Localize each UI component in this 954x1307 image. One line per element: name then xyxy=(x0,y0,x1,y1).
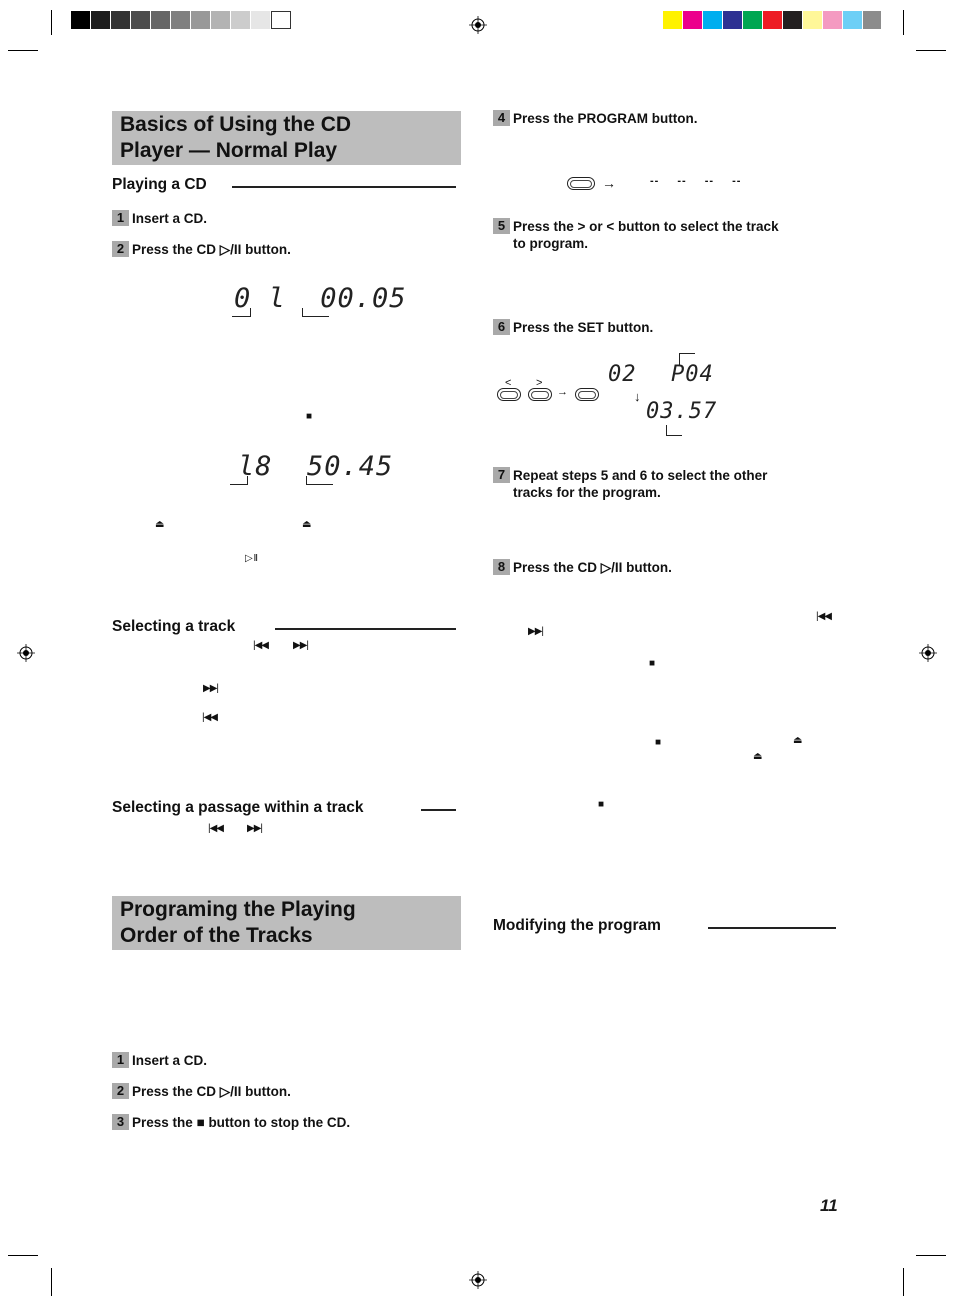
heading-rule xyxy=(232,186,456,188)
play-pause-icon: ▷ II xyxy=(245,553,258,564)
next-track-icon: ▶▶| xyxy=(203,683,218,694)
step-text: Press the PROGRAM button. xyxy=(513,111,698,126)
callout-bracket xyxy=(666,425,682,436)
set-button-icon xyxy=(575,388,599,401)
step-number: 2 xyxy=(112,241,129,257)
color-swatch xyxy=(843,11,862,29)
step-text: Insert a CD. xyxy=(132,1053,208,1068)
callout-bracket xyxy=(302,308,329,317)
step-number: 8 xyxy=(493,559,510,575)
step-number: 5 xyxy=(493,218,510,234)
step-text-line1: Repeat steps 5 and 6 to select the other xyxy=(513,468,768,483)
step-text: Press the SET button. xyxy=(513,320,654,335)
gray-swatch xyxy=(171,11,190,29)
next-track-icon: ▶▶| xyxy=(247,823,262,834)
display-readout-playing: 0 l 00.05 xyxy=(234,283,407,314)
display-readout-total: l8 50.45 xyxy=(238,451,394,482)
step-text: Insert a CD. xyxy=(132,211,208,226)
eject-icon: ⏏ xyxy=(155,519,164,530)
gray-swatch xyxy=(151,11,170,29)
step-text-line2: tracks for the program. xyxy=(513,485,661,500)
arrow-right-icon: → xyxy=(602,175,615,191)
step-number: 6 xyxy=(493,319,510,335)
subheading-modifying-program: Modifying the program xyxy=(493,917,661,934)
step-text: Press the CD ▷/II button. xyxy=(513,560,672,575)
previous-track-icon: |◀◀ xyxy=(253,640,268,651)
gray-swatch xyxy=(91,11,110,29)
crop-mark xyxy=(916,50,946,51)
display-total-time: 03.57 xyxy=(646,399,718,424)
subheading-playing-cd: Playing a CD xyxy=(112,176,207,193)
color-swatch xyxy=(683,11,702,29)
crop-mark xyxy=(51,1268,52,1296)
next-label: > xyxy=(536,377,542,389)
color-swatch xyxy=(743,11,762,29)
crop-mark xyxy=(916,1255,946,1256)
eject-icon: ⏏ xyxy=(302,519,311,530)
color-swatch xyxy=(803,11,822,29)
color-swatch xyxy=(823,11,842,29)
gray-swatch xyxy=(71,11,90,29)
callout-bracket xyxy=(232,308,251,317)
registration-mark-icon xyxy=(17,644,35,662)
subheading-selecting-passage: Selecting a passage within a track xyxy=(112,799,364,816)
stop-icon: ■ xyxy=(306,411,312,422)
step-text: Press the CD ▷/II button. xyxy=(132,242,291,257)
display-track-number: 02 xyxy=(608,362,637,387)
section-heading-programing xyxy=(112,896,461,950)
gray-swatch xyxy=(211,11,230,29)
step-text-line1: Press the > or < button to select the track xyxy=(513,219,779,234)
previous-label: < xyxy=(505,377,511,389)
next-button-icon xyxy=(528,388,552,401)
heading-rule xyxy=(275,628,456,630)
arrow-right-icon: → xyxy=(557,386,567,398)
gray-swatch xyxy=(231,11,250,29)
stop-icon: ■ xyxy=(649,658,655,669)
step-number: 1 xyxy=(112,1052,129,1068)
section-title: Basics of Using the CD Player — Normal Play xyxy=(120,113,352,162)
color-swatch xyxy=(783,11,802,29)
crop-mark xyxy=(8,50,38,51)
eject-icon: ⏏ xyxy=(753,751,762,762)
registration-mark-icon xyxy=(469,16,487,34)
color-swatch xyxy=(763,11,782,29)
gray-swatch xyxy=(111,11,130,29)
crop-mark xyxy=(903,10,904,35)
program-display-dashes: -- -- -- -- xyxy=(650,175,742,187)
crop-mark xyxy=(51,10,52,35)
previous-track-icon: |◀◀ xyxy=(208,823,223,834)
previous-button-icon xyxy=(497,388,521,401)
subheading-selecting-track: Selecting a track xyxy=(112,618,236,635)
page-number: 11 xyxy=(820,1196,838,1215)
next-track-icon: ▶▶| xyxy=(528,626,543,637)
section-heading-normal-play xyxy=(112,111,461,165)
color-swatch xyxy=(663,11,682,29)
step-text-line2: to program. xyxy=(513,236,589,251)
stop-icon: ■ xyxy=(598,799,604,810)
display-program-number: P04 xyxy=(671,362,714,387)
program-button-icon xyxy=(567,177,595,190)
section-title: Programing the Playing Order of the Tracks xyxy=(120,898,356,947)
crop-mark xyxy=(8,1255,38,1256)
step-number: 4 xyxy=(493,110,510,126)
previous-track-icon: |◀◀ xyxy=(816,611,831,622)
stop-icon: ■ xyxy=(655,737,661,748)
gray-swatch xyxy=(251,11,270,29)
registration-mark-icon xyxy=(469,1271,487,1289)
heading-rule xyxy=(708,927,836,929)
eject-icon: ⏏ xyxy=(793,735,802,746)
step-number: 3 xyxy=(112,1114,129,1130)
color-swatch xyxy=(863,11,881,29)
color-swatch xyxy=(703,11,722,29)
gray-swatch xyxy=(271,11,291,29)
callout-bracket xyxy=(306,476,333,485)
arrow-down-icon: ↓ xyxy=(634,389,640,404)
gray-swatch xyxy=(191,11,210,29)
color-swatch xyxy=(723,11,742,29)
step-text: Press the ■ button to stop the CD. xyxy=(132,1115,351,1130)
callout-bracket xyxy=(230,476,248,485)
heading-rule xyxy=(421,809,456,811)
step-text: Press the CD ▷/II button. xyxy=(132,1084,291,1099)
step-number: 1 xyxy=(112,210,129,226)
next-track-icon: ▶▶| xyxy=(293,640,308,651)
registration-mark-icon xyxy=(919,644,937,662)
step-number: 7 xyxy=(493,467,510,483)
previous-track-icon: |◀◀ xyxy=(202,712,217,723)
crop-mark xyxy=(903,1268,904,1296)
step-number: 2 xyxy=(112,1083,129,1099)
gray-swatch xyxy=(131,11,150,29)
